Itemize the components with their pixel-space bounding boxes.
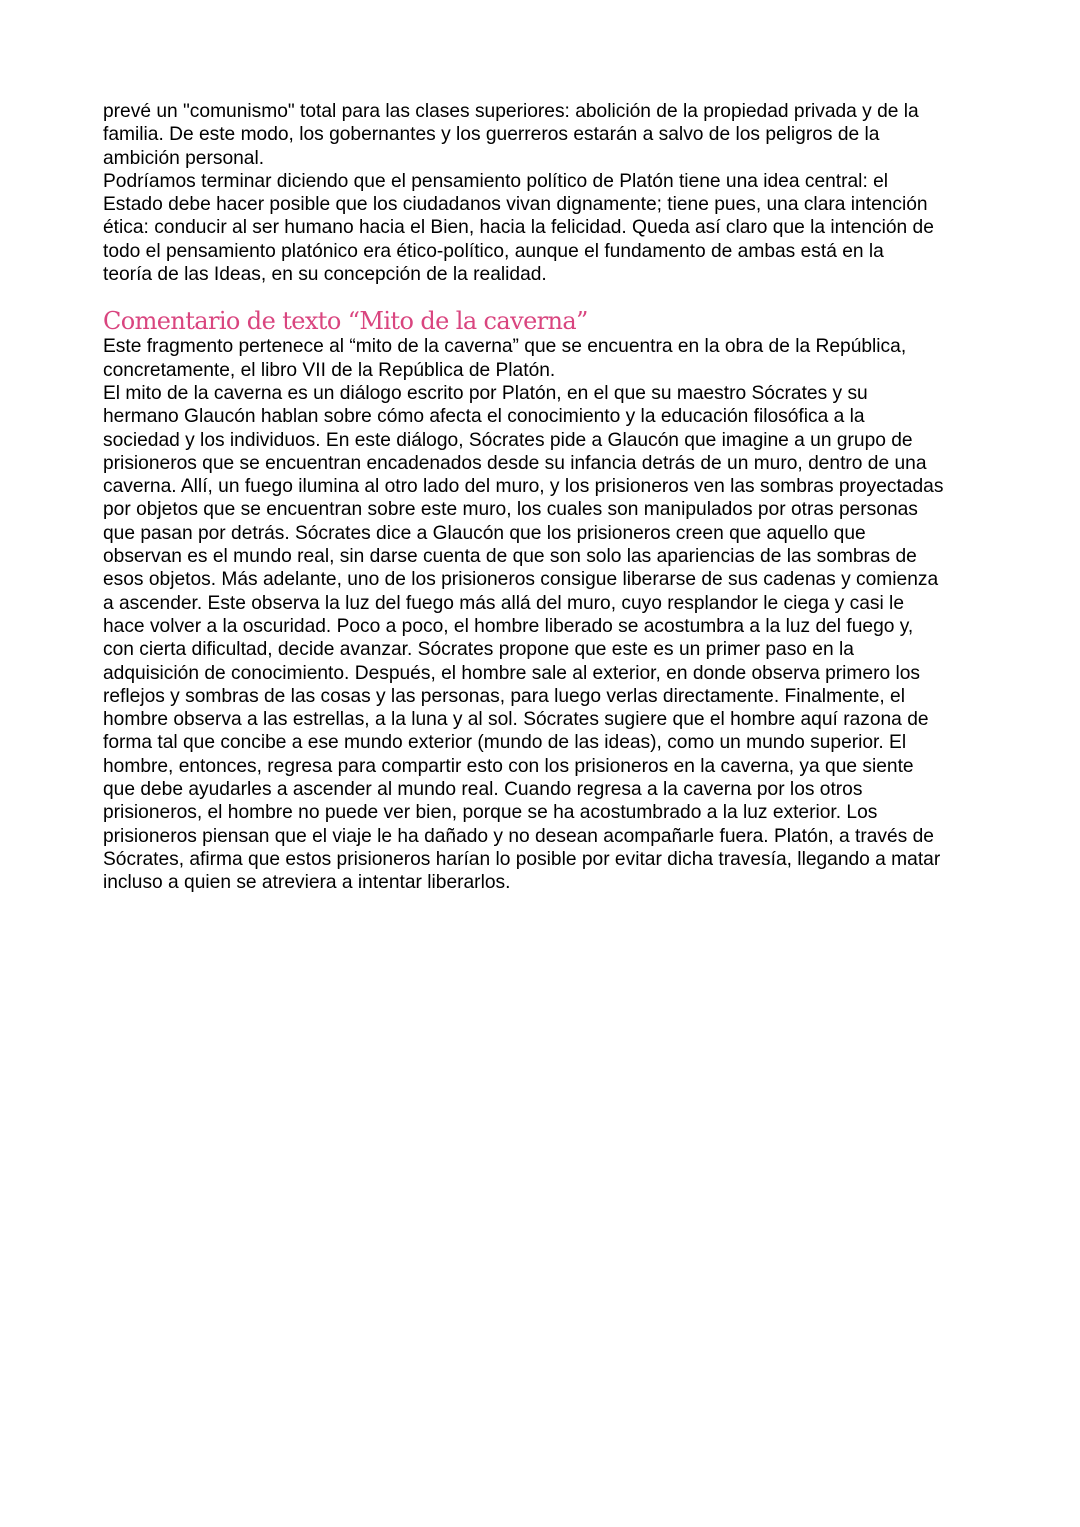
- text-line: incluso a quien se atreviera a intentar liberarlos.: [103, 872, 511, 894]
- text-line: con cierta dificultad, decide avanzar. Sócrates propone que este es un primer paso en la: [103, 639, 854, 661]
- text-line: prevé un "comunismo" total para las clases superiores: abolición de la propiedad privada y de la: [103, 101, 919, 122]
- text-line: teoría de las Ideas, en su concepción de la realidad.: [103, 264, 547, 286]
- text-line: hace volver a la oscuridad. Poco a poco, el hombre liberado se acostumbra a la luz del fuego y,: [103, 615, 914, 637]
- text-line: concretamente, el libro VII de la República de Platón.: [103, 359, 556, 381]
- text-line: a ascender. Este observa la luz del fuego más allá del muro, cuyo resplandor le ciega y casi le: [103, 592, 904, 614]
- text-line: ética: conducir al ser humano hacia el Bien, hacia la felicidad. Queda así claro que la intención de: [103, 217, 934, 239]
- paragraph-comunismo: [103, 100, 988, 170]
- text-line: prisioneros que se encuentran encadenados desde su infancia detrás de un muro, dentro de una: [103, 452, 927, 474]
- section-spacer: [103, 286, 988, 307]
- text-line: prisioneros piensan que el viaje le ha dañado y no desean acompañarle fuera. Platón, a través de: [103, 825, 934, 847]
- text-line: hermano Glaucón hablan sobre cómo afecta el conocimiento y la educación filosófica a la: [103, 406, 865, 428]
- text-line: que pasan por detrás. Sócrates dice a Glaucón que los prisioneros creen que aquello que: [103, 522, 866, 544]
- text-line: por objetos que se encuentran sobre este muro, los cuales son manipulados por otras personas: [103, 499, 918, 521]
- text-line: reflejos y sombras de las cosas y las personas, para luego verlas directamente. Finalmente, el: [103, 685, 905, 707]
- section-heading: Comentario de texto “Mito de la caverna”: [103, 307, 588, 336]
- text-line: ambición personal.: [103, 147, 265, 169]
- text-line: adquisición de conocimiento. Después, el hombre sale al exterior, en donde observa primero los: [103, 662, 920, 684]
- paragraph-fragmento: [103, 335, 988, 382]
- text-line: forma tal que concibe a ese mundo exterior (mundo de las ideas), como un mundo superior. El: [103, 732, 907, 754]
- text-line: observan es el mundo real, sin darse cuenta de que son solo las apariencias de las sombras de: [103, 546, 917, 568]
- document-page: [103, 100, 988, 895]
- text-line: prisioneros, el hombre no puede ver bien, porque se ha acostumbrado a la luz exterior. Los: [103, 802, 878, 824]
- text-line: todo el pensamiento platónico era ético-político, aunque el fundamento de ambas está en la: [103, 240, 884, 262]
- text-line: Estado debe hacer posible que los ciudadanos vivan dignamente; tiene pues, una clara intención: [103, 194, 928, 216]
- text-line: que debe ayudarles a ascender al mundo real. Cuando regresa a la caverna por los otros: [103, 779, 863, 801]
- text-line: familia. De este modo, los gobernantes y los guerreros estarán a salvo de los peligros de la: [103, 124, 880, 146]
- text-line: hombre observa a las estrellas, a la luna y al sol. Sócrates sugiere que el hombre aquí razona de: [103, 709, 929, 731]
- text-line: caverna. Allí, un fuego ilumina al otro lado del muro, y los prisioneros ven las sombras proyectadas: [103, 476, 944, 498]
- text-line: Podríamos terminar diciendo que el pensamiento político de Platón tiene una idea central: el: [103, 170, 889, 192]
- text-line: El mito de la caverna es un diálogo escrito por Platón, en el que su maestro Sócrates y su: [103, 382, 868, 404]
- text-line: hombre, entonces, regresa para compartir esto con los prisioneros en la caverna, ya que siente: [103, 755, 914, 777]
- paragraph-conclusion: [103, 170, 988, 286]
- text-line: esos objetos. Más adelante, uno de los prisioneros consigue liberarse de sus cadenas y comienza: [103, 569, 939, 591]
- text-line: sociedad y los individuos. En este diálogo, Sócrates pide a Glaucón que imagine a un grupo de: [103, 429, 913, 451]
- text-line: Sócrates, afirma que estos prisioneros harían lo posible por evitar dicha travesía, llegando a matar: [103, 848, 941, 870]
- text-line: Este fragmento pertenece al “mito de la caverna” que se encuentra en la obra de la República,: [103, 336, 907, 358]
- paragraph-mito: [103, 382, 988, 895]
